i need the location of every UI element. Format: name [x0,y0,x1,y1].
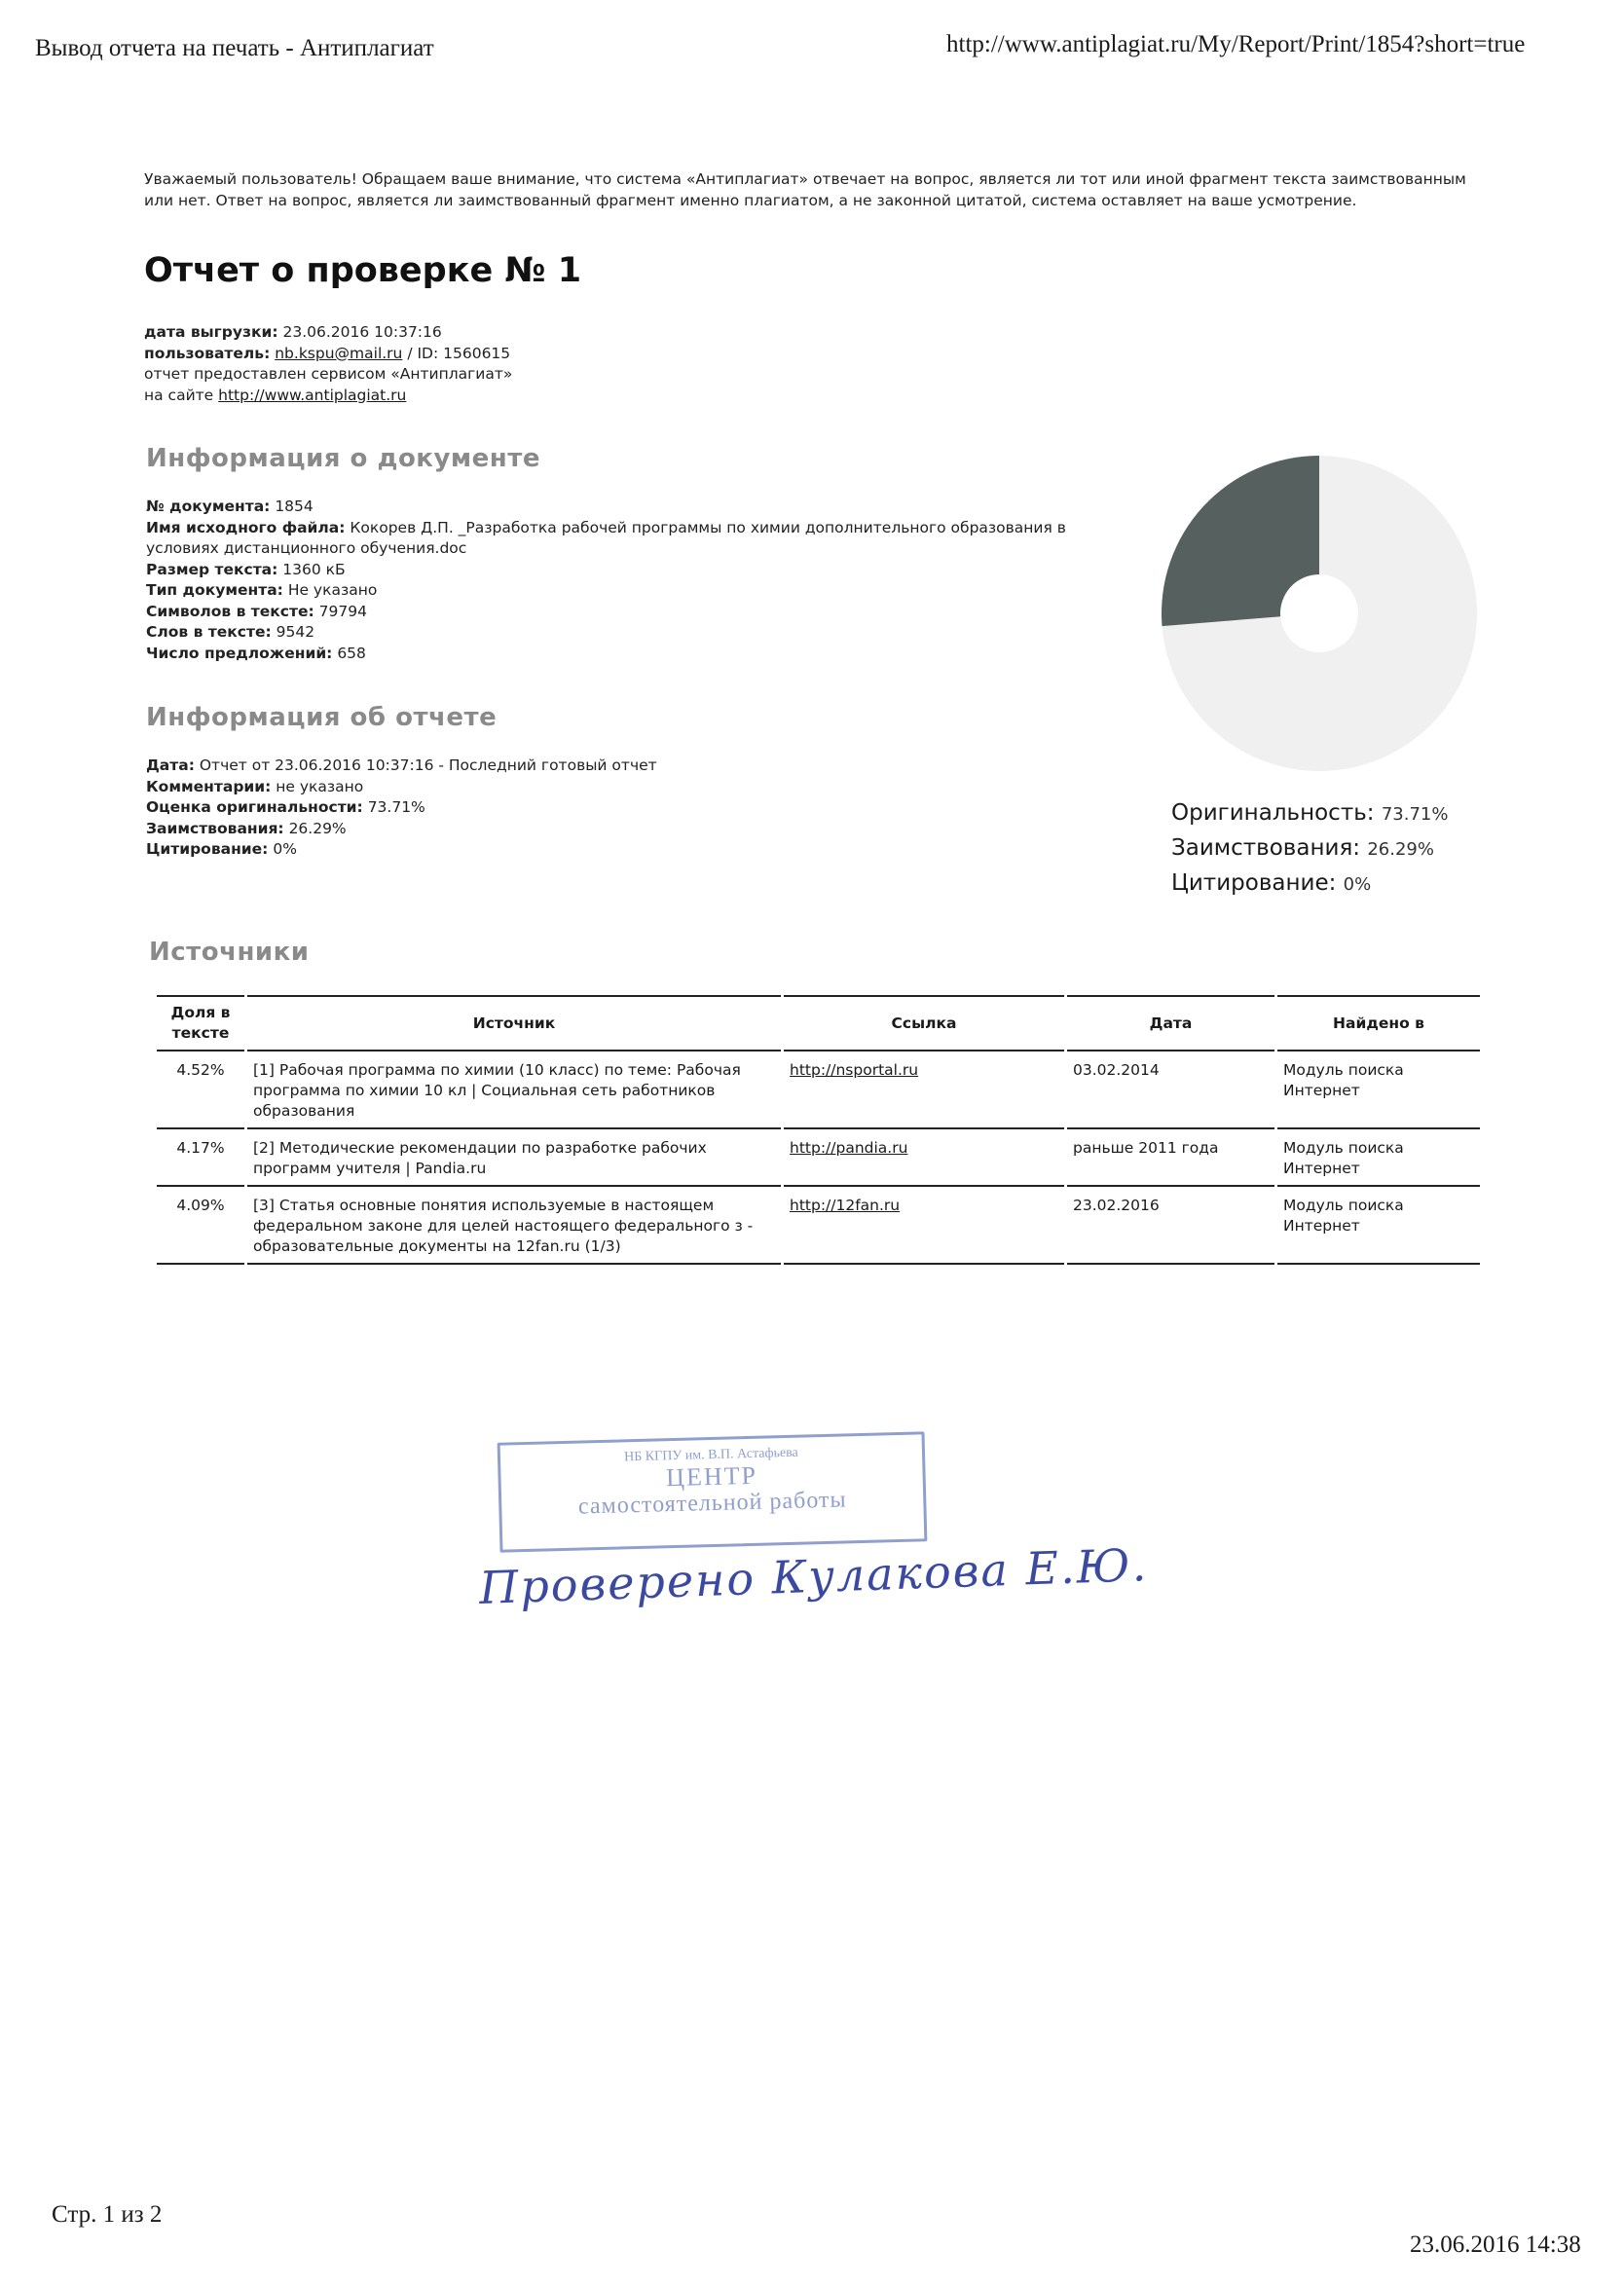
row-date: 23.02.2016 [1067,1187,1274,1265]
originality-donut-chart [1154,448,1485,779]
row-source: [1] Рабочая программа по химии (10 класс) по теме: Рабочая программа по химии 10 кл | Социальная сеть работников образования [247,1051,781,1129]
row-link[interactable]: http://nsportal.ru [790,1061,919,1079]
originality-value: 73.71% [367,798,425,816]
stats-citation-label: Цитирование: [1171,870,1337,896]
row-link[interactable]: http://12fan.ru [790,1197,901,1214]
sources-table [154,995,1483,1265]
col-source: Источник [247,995,781,1051]
doc-type-label: Тип документа: [146,581,283,599]
chars-count: 79794 [318,602,367,620]
stamp-line-3: самостоятельной работы [577,1487,847,1520]
sources-heading: Источники [149,938,310,967]
size-label: Размер текста: [146,560,278,578]
row-found-in: Модуль поиска Интернет [1277,1051,1480,1129]
print-page-title: Вывод отчета на печать - Антиплагиат [35,35,434,61]
comments: не указано [276,777,364,795]
site-link[interactable]: http://www.antiplagiat.ru [218,386,407,404]
file-name-label: Имя исходного файла: [146,518,346,536]
user-email-link[interactable]: nb.kspu@mail.ru [275,344,403,362]
stats-summary [1171,796,1448,902]
provided-by: отчет предоставлен сервисом «Антиплагиат» [144,365,513,383]
table-row [157,1187,1480,1265]
handwritten-signature: Проверено Кулакова Е.Ю. [478,1538,1149,1614]
doc-type: Не указано [287,581,378,599]
slice-borrowing [1162,456,1319,626]
page-number: Стр. 1 из 2 [52,2201,163,2228]
report-date-label: Дата: [146,756,195,774]
stats-originality-value: 73.71% [1381,804,1449,825]
originality-label: Оценка оригинальности: [146,798,363,816]
user-id: / ID: 1560615 [407,344,511,362]
document-info-heading: Информация о документе [146,444,540,473]
library-stamp [498,1431,928,1552]
report-title: Отчет о проверке № 1 [144,251,582,290]
stats-borrowing-value: 26.29% [1367,839,1434,860]
print-datetime: 23.06.2016 14:38 [1410,2232,1581,2258]
comments-label: Комментарии: [146,777,272,795]
stamp-line-2: ЦЕНТР [665,1460,758,1493]
doc-no: 1854 [275,498,314,515]
report-meta [144,322,512,406]
sentences-label: Число предложений: [146,644,333,662]
borrowing-value: 26.29% [288,819,347,837]
stats-citation-value: 0% [1343,874,1372,895]
export-date-label: дата выгрузки: [144,323,278,341]
row-source: [2] Методические рекомендации по разработке рабочих программ учителя | Pandia.ru [247,1129,781,1187]
table-row [157,1129,1480,1187]
site-prefix: на сайте [144,386,214,404]
file-name: Кокорев Д.П. _Разработка рабочей программы по химии дополнительного образования в условиях дистанционного обучения.doc [146,518,1066,557]
row-found-in: Модуль поиска Интернет [1277,1187,1480,1265]
text-size: 1360 кБ [282,560,346,578]
row-date: 03.02.2014 [1067,1051,1274,1129]
sources-header-row [157,995,1480,1051]
col-date: Дата [1067,995,1274,1051]
stats-originality-label: Оригинальность: [1171,800,1375,826]
chars-label: Символов в тексте: [146,602,314,620]
row-found-in: Модуль поиска Интернет [1277,1129,1480,1187]
row-share: 4.17% [157,1129,244,1187]
document-info [146,497,1120,664]
doc-no-label: № документа: [146,498,271,515]
words-count: 9542 [276,623,315,641]
report-info-heading: Информация об отчете [146,703,498,732]
row-share: 4.09% [157,1187,244,1265]
report-date: Отчет от 23.06.2016 10:37:16 - Последний готовый отчет [199,756,657,774]
citation-value: 0% [273,840,297,858]
row-date: раньше 2011 года [1067,1129,1274,1187]
stats-borrowing-label: Заимствования: [1171,835,1361,861]
print-page-url: http://www.antiplagiat.ru/My/Report/Print/1854?short=true [946,31,1526,57]
export-date: 23.06.2016 10:37:16 [282,323,442,341]
col-link: Ссылка [784,995,1064,1051]
col-found-in: Найдено в [1277,995,1480,1051]
row-link[interactable]: http://pandia.ru [790,1139,908,1157]
table-row [157,1051,1480,1129]
sentences-count: 658 [337,644,366,662]
row-source: [3] Статья основные понятия используемые в настоящем федеральном законе для целей настоящего федерального з - образовательные документы на 12fan.ru (1/3) [247,1187,781,1265]
borrowing-label: Заимствования: [146,819,284,837]
col-share: Доля в тексте [157,995,244,1051]
user-label: пользователь: [144,344,271,362]
report-info [146,756,657,861]
stamp-line-1: НБ КГПУ им. В.П. Астафьева [623,1445,799,1465]
words-label: Слов в тексте: [146,623,272,641]
disclaimer-notice: Уважаемый пользователь! Обращаем ваше внимание, что система «Антиплагиат» отвечает на вопрос, является ли тот или иной фрагмент текста заимствованным или нет. Ответ на вопрос, является ли заимствованный фрагмент именно плагиатом, а не законной цитатой, система оставляет на ваше усмотрение. [144,170,1466,209]
citation-label: Цитирование: [146,840,269,858]
row-share: 4.52% [157,1051,244,1129]
